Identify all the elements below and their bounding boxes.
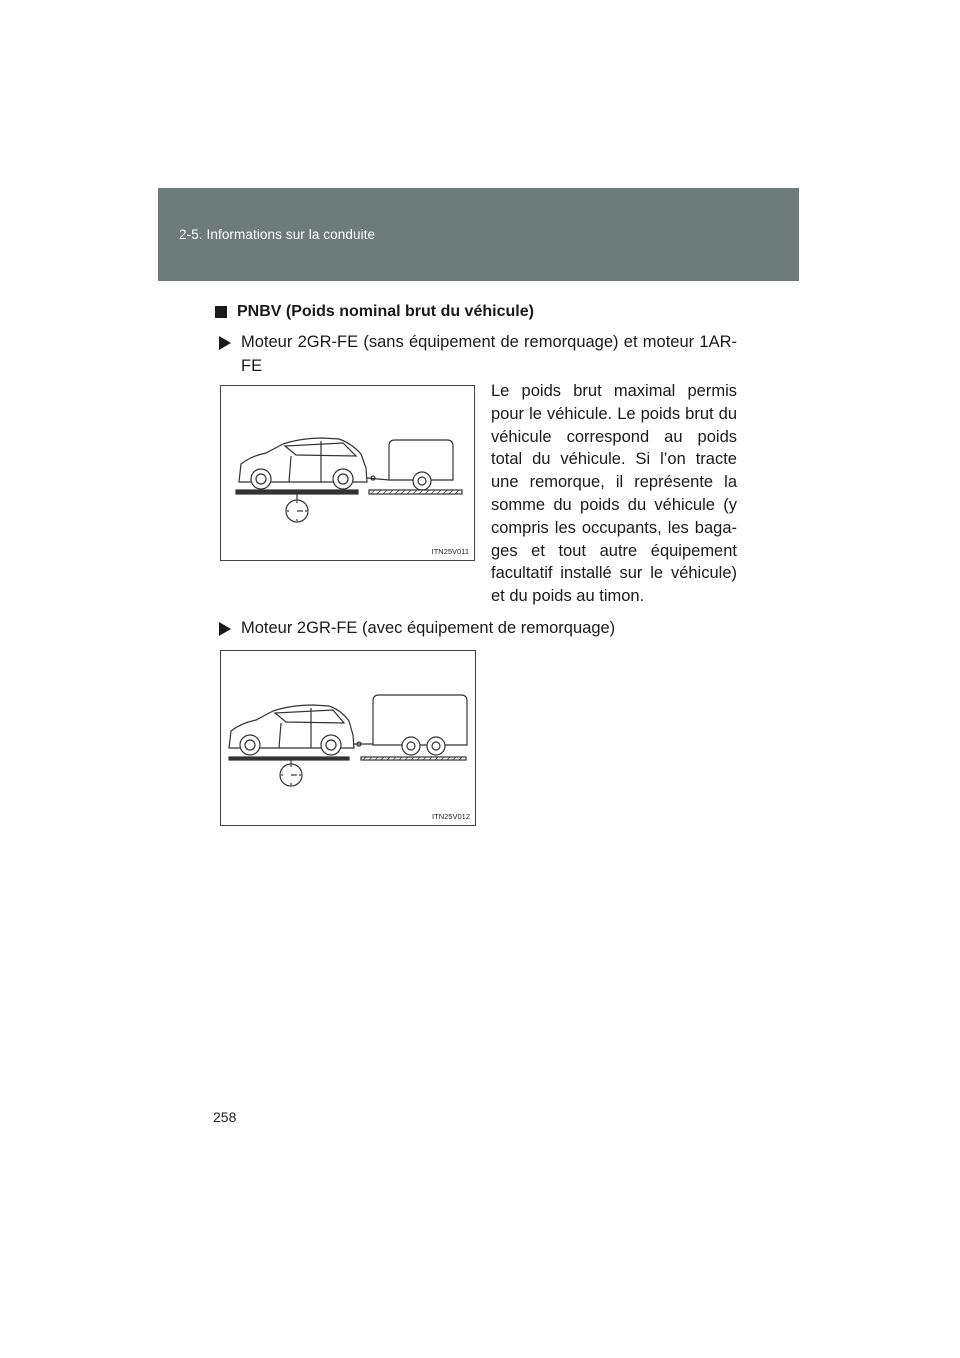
chapter-header bbox=[158, 188, 799, 281]
figure-dual-axle-trailer bbox=[220, 650, 476, 826]
description-paragraph: Le poids brut maximal permis pour le véhicule. Le poids brut du véhicule correspond au poids total du véhicule. Si l’on tracte une remorque, il représente la somme du poids du véhicule (y compris les occupants, les baga-ges et tout autre équipement facultatif installé sur le véhicule) et du poids au timon. bbox=[491, 382, 737, 606]
chapter-section-title: 2-5. Informations sur la conduite bbox=[179, 227, 376, 242]
figure-code: ITN25V011 bbox=[431, 547, 469, 556]
vehicle-trailer-illustration bbox=[221, 386, 474, 560]
list-item bbox=[219, 616, 737, 640]
list-item bbox=[219, 330, 737, 378]
figure-single-axle-trailer bbox=[220, 385, 475, 561]
triangle-bullet-icon bbox=[219, 622, 231, 636]
section-title-text: PNBV (Poids nominal brut du véhicule) bbox=[237, 303, 534, 320]
vehicle-trailer-illustration bbox=[221, 651, 475, 825]
list-item-text: Moteur 2GR-FE (sans équipement de remorquage) et moteur 1AR-FE bbox=[241, 333, 737, 375]
triangle-bullet-icon bbox=[219, 336, 231, 350]
square-bullet-icon bbox=[215, 306, 227, 318]
list-item-text: Moteur 2GR-FE (avec équipement de remorquage) bbox=[241, 619, 616, 637]
section-title bbox=[215, 303, 534, 321]
page-number: 258 bbox=[213, 1109, 237, 1125]
figure-code: ITN25V012 bbox=[432, 812, 470, 821]
